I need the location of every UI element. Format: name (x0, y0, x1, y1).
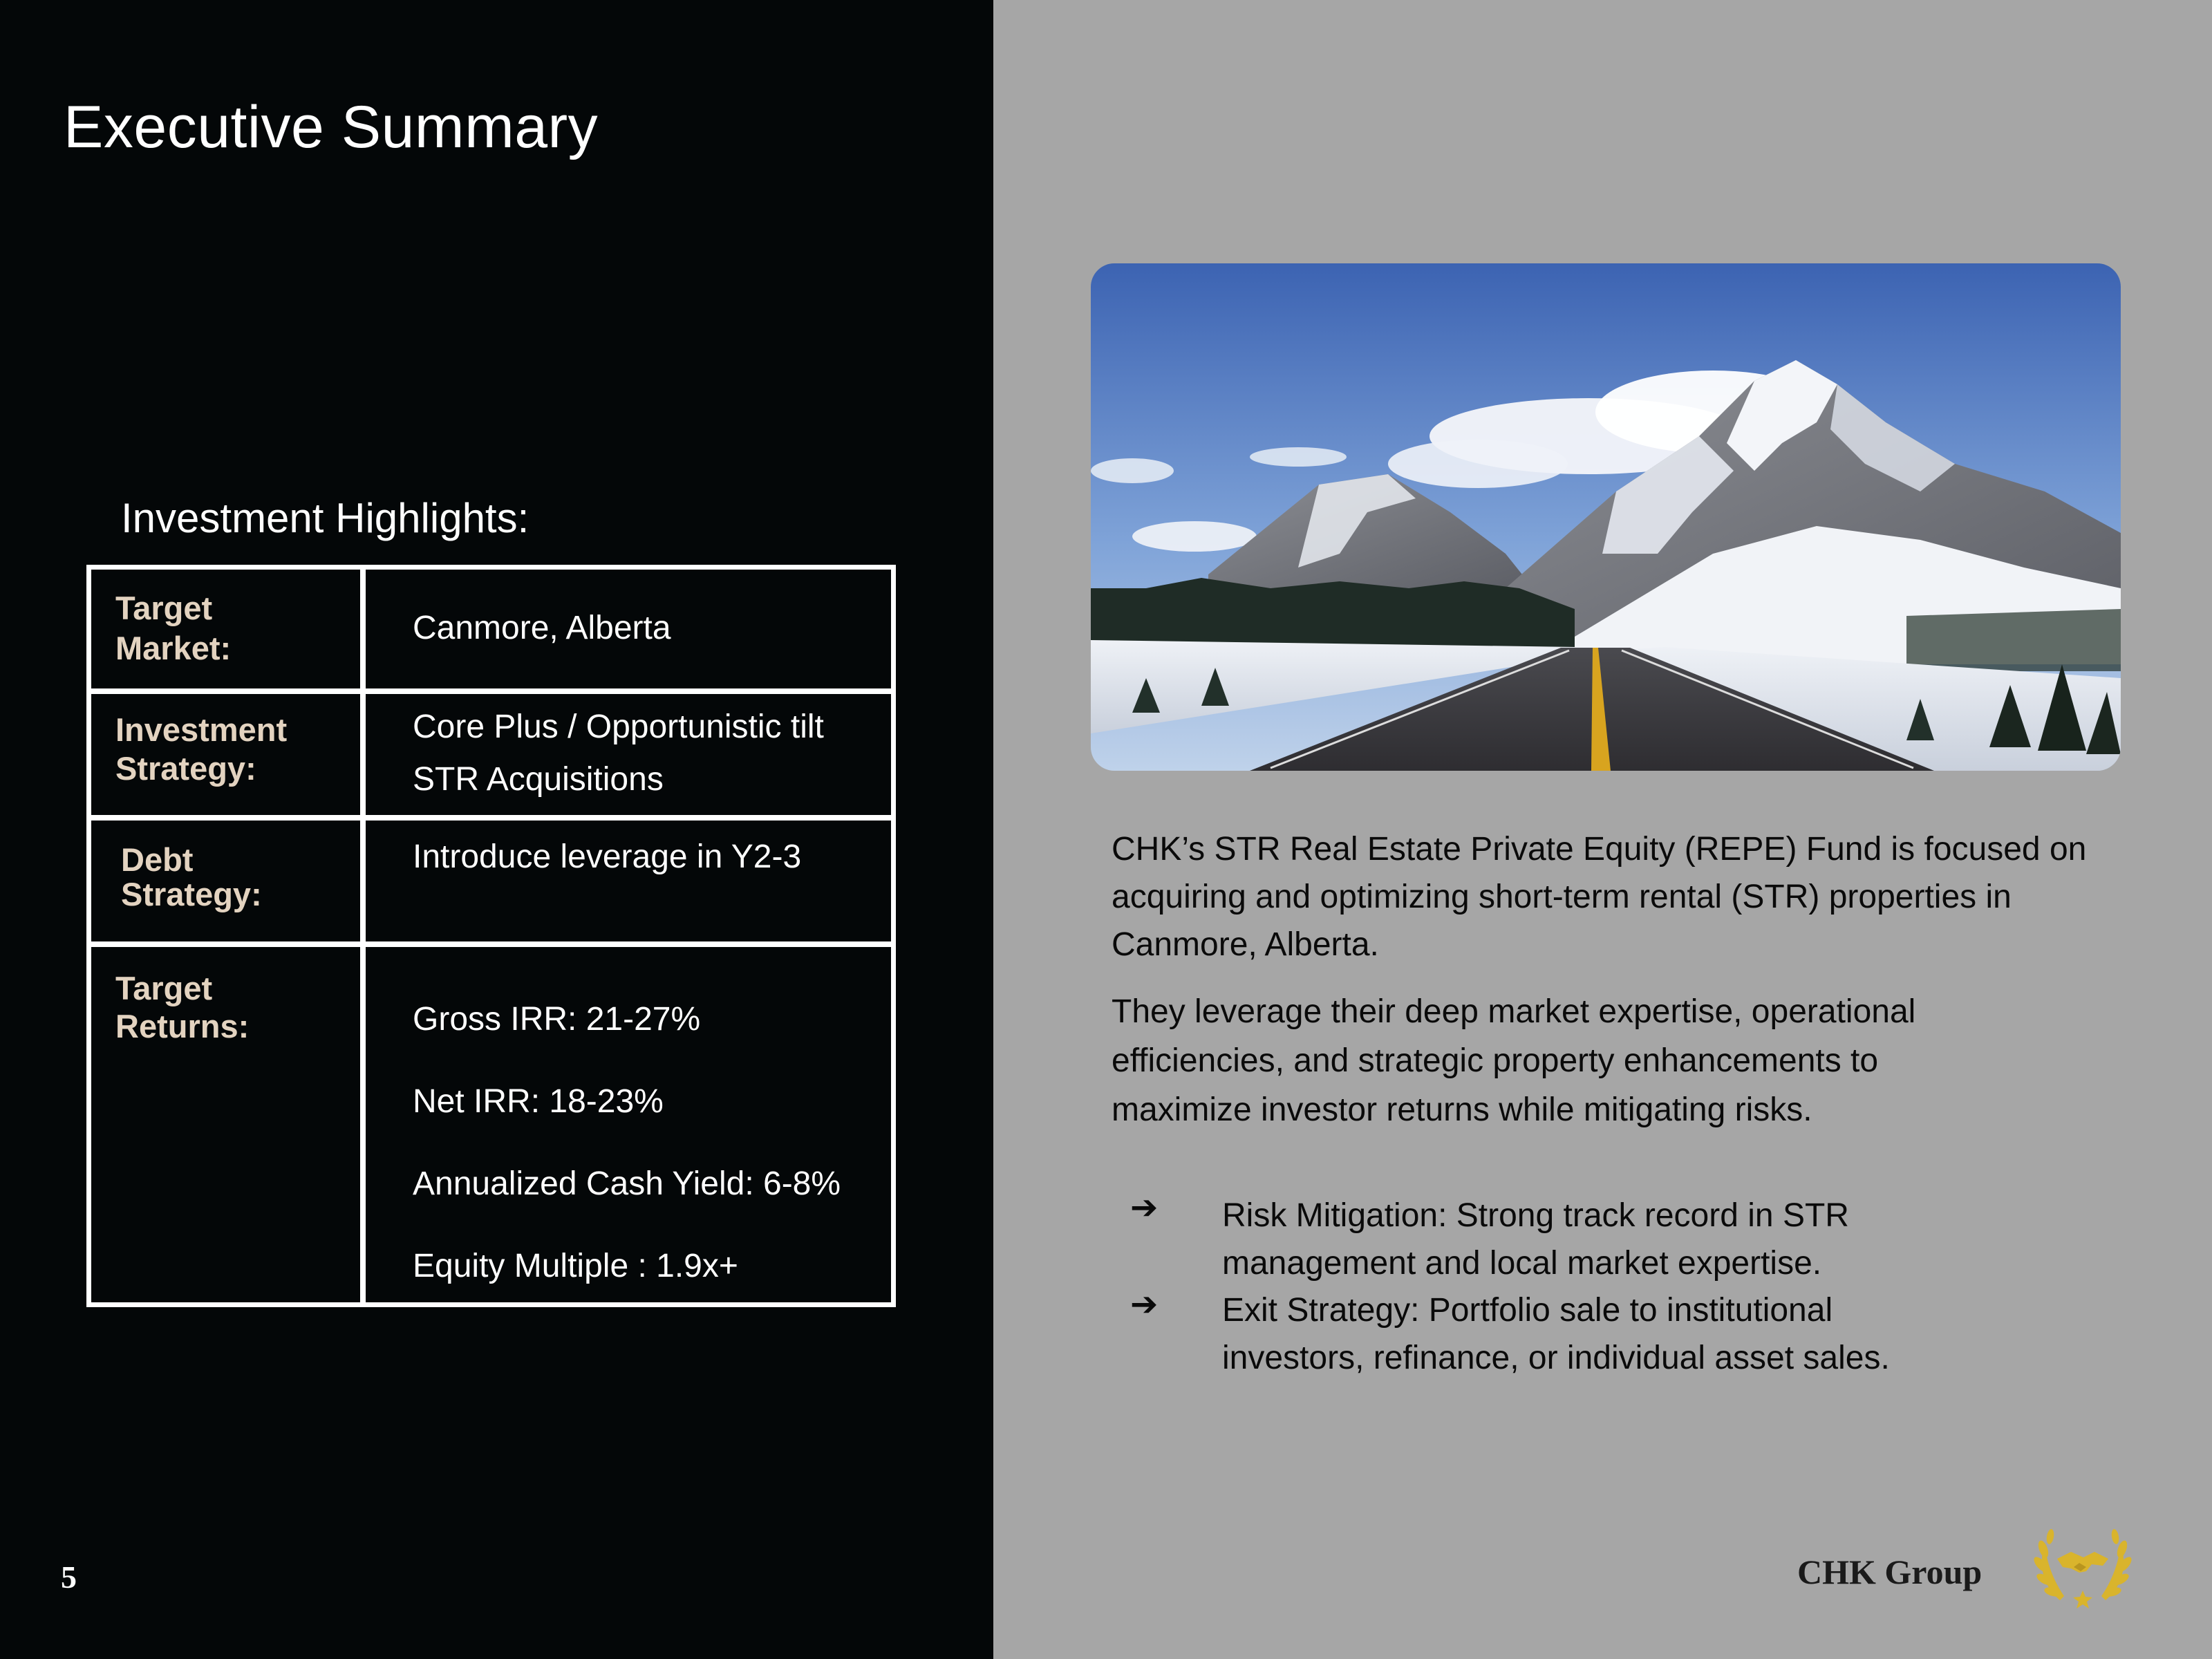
summary-paragraph-2 (1112, 987, 2128, 1134)
value-line: STR Acquisitions (413, 761, 664, 798)
label-line: Strategy: (115, 750, 256, 787)
mountain-road-photo (1091, 263, 2121, 771)
row-label-debt-strategy (121, 843, 349, 912)
page-number: 5 (61, 1559, 77, 1595)
label-line: Investment (115, 711, 288, 748)
bullet-line: management and local market expertise. (1222, 1245, 1822, 1282)
table-column-divider (360, 570, 366, 1302)
bullet-exit-strategy (1222, 1286, 2052, 1382)
bullet-line: Risk Mitigation: Strong track record in STR (1222, 1197, 1849, 1234)
highlights-heading: Investment Highlights: (121, 495, 529, 541)
row-value-investment-strategy (413, 701, 824, 806)
value-line: Net IRR: 18-23% (413, 1083, 664, 1120)
table-row-divider (91, 815, 891, 821)
label-line: Debt (121, 841, 194, 878)
row-value-debt-strategy (413, 837, 801, 877)
label-line: Returns: (115, 1008, 250, 1044)
bullet-risk-mitigation (1222, 1192, 2052, 1287)
summary-paragraph-1 (1112, 825, 2128, 968)
label-line: Target (115, 590, 213, 626)
label-line: Market: (115, 630, 232, 666)
row-label-investment-strategy (115, 710, 344, 789)
bullet-line: Exit Strategy: Portfolio sale to institutional (1222, 1292, 1833, 1329)
paragraph-line: maximize investor returns while mitigating risks. (1112, 1091, 1812, 1128)
company-name: CHK Group (1797, 1553, 1983, 1591)
label-line: Strategy: (121, 876, 262, 912)
highlights-table (86, 565, 896, 1307)
paragraph-line: Canmore, Alberta. (1112, 926, 1379, 963)
value-line: Annualized Cash Yield: 6-8% (413, 1165, 841, 1202)
row-label-target-returns (115, 969, 344, 1045)
paragraph-line: They leverage their deep market expertise, operational (1112, 993, 1916, 1030)
page-title: Executive Summary (64, 94, 599, 160)
bullet-line: investors, refinance, or individual asset sales. (1222, 1340, 1890, 1376)
label-line: Target (115, 970, 213, 1006)
value-line: Equity Multiple : 1.9x+ (413, 1248, 738, 1284)
row-value-target-market (413, 608, 671, 648)
row-value-target-returns (413, 978, 841, 1307)
arrow-right-icon: ➔ (1130, 1286, 1159, 1323)
value-line: Introduce leverage in Y2-3 (413, 838, 802, 875)
paragraph-line: CHK’s STR Real Estate Private Equity (REPE) Fund is focused on (1112, 831, 2087, 868)
row-label-target-market (115, 588, 344, 668)
paragraph-line: efficiencies, and strategic property enhancements to (1112, 1042, 1879, 1079)
value-line: Canmore, Alberta (413, 610, 671, 646)
arrow-right-icon: ➔ (1130, 1190, 1159, 1226)
table-row-divider (91, 941, 891, 947)
value-line: Core Plus / Opportunistic tilt (413, 709, 824, 745)
laurel-handshake-icon (2031, 1509, 2135, 1613)
paragraph-line: acquiring and optimizing short-term rental (STR) properties in (1112, 879, 2012, 915)
value-line: Gross IRR: 21-27% (413, 1001, 701, 1038)
table-row-divider (91, 688, 891, 694)
